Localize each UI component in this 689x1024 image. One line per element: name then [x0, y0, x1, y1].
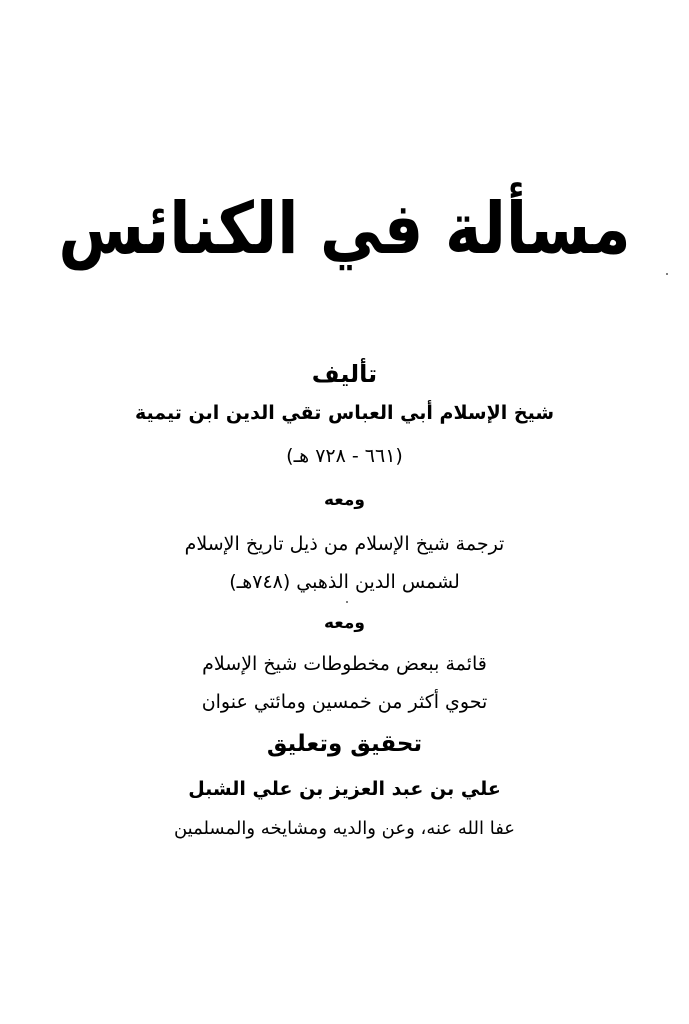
separator-with-it-1: ومعه: [324, 490, 365, 510]
scan-speck: [346, 601, 348, 603]
biography-line-1: ترجمة شيخ الإسلام من ذيل تاريخ الإسلام: [184, 533, 505, 555]
editor-prayer: عفا الله عنه، وعن والديه ومشايخه والمسلمين: [173, 818, 516, 839]
separator-with-it-2: ومعه: [324, 613, 365, 633]
author-name: شيخ الإسلام أبي العباس تقي الدين ابن تيمية: [134, 402, 555, 424]
scan-speck: [666, 273, 668, 275]
manuscripts-line-2: تحوي أكثر من خمسين ومائتي عنوان: [201, 691, 488, 713]
biography-line-2: لشمس الدين الذهبي (٧٤٨هـ): [229, 571, 460, 593]
book-title: مسألة في الكنائس: [58, 186, 631, 271]
authorship-heading: تأليف: [311, 360, 378, 388]
manuscripts-line-1: قائمة ببعض مخطوطات شيخ الإسلام: [202, 653, 487, 675]
author-dates: (٦٦١ - ٧٢٨ هـ): [286, 445, 403, 467]
editing-heading: تحقيق وتعليق: [266, 731, 423, 757]
editor-name: علي بن عبد العزيز بن علي الشبل: [188, 778, 501, 800]
